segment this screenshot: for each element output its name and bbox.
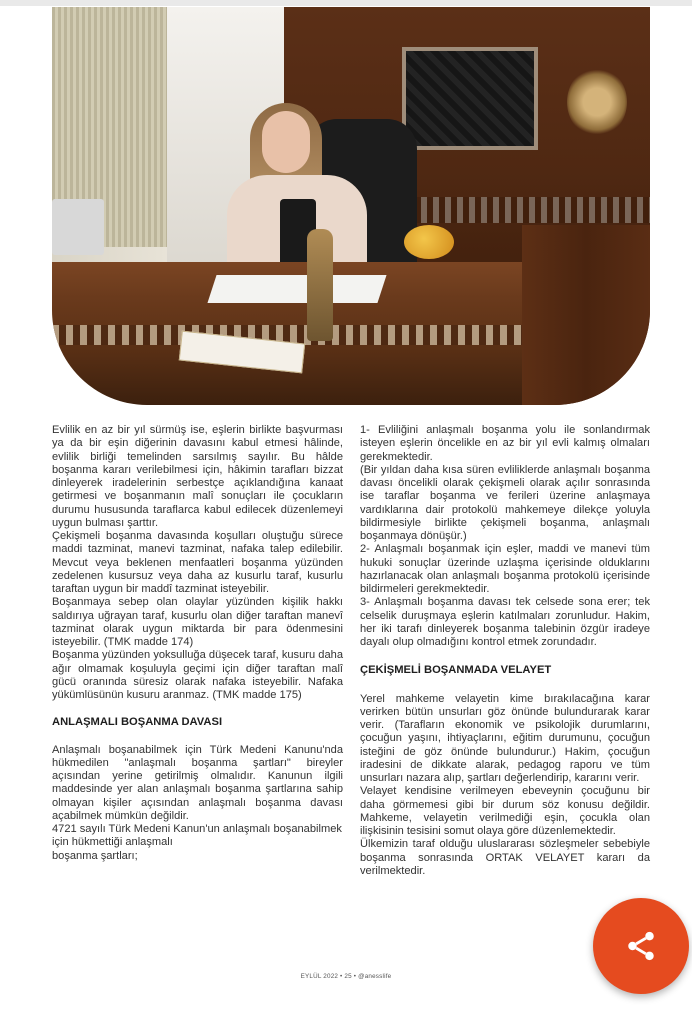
desk-papers bbox=[207, 275, 386, 303]
paragraph: Boşanma yüzünden yoksulluğa düşecek taraf, kusuru daha ağır olmamak koşuluyla geçimi için diğer taraftan malî gücü oranında süresiz olarak nafaka isteyebilir. Nafaka yükümlüsünün kusuru aranmaz. (TMK madde 175) bbox=[52, 649, 343, 701]
laptop bbox=[52, 199, 104, 255]
section-heading: ANLAŞMALI BOŞANMA DAVASI bbox=[52, 716, 223, 729]
share-icon bbox=[624, 929, 658, 963]
paragraph: Ülkemizin taraf olduğu uluslararası sözleşmeler sebebiyle boşanma sonrasında ORTAK VELAYET kararı da verilmektedir. bbox=[360, 838, 650, 877]
person-face bbox=[262, 111, 310, 173]
justice-statue bbox=[307, 229, 333, 341]
top-band bbox=[0, 0, 692, 6]
article-left-column bbox=[52, 424, 343, 863]
paragraph: Anlaşmalı boşanabilmek için Türk Medeni Kanunu'nda hükmedilen "anlaşmalı boşanma şartları" bireyler açısından yerine getirilmiş olmalıdır. Kanunun ilgili maddesinde yer alan anlaşmalı boşanma şartlarına sahip olmayan kişiler açısından anlaşmalı boşanma davası açabilmek mümkün değildir. bbox=[52, 743, 343, 822]
section-heading: ÇEKİŞMELİ BOŞANMADA VELAYET bbox=[360, 664, 552, 677]
share-button[interactable] bbox=[593, 898, 689, 994]
paragraph: Evlilik en az bir yıl sürmüş ise, eşlerin birlikte başvurması ya da bir eşin diğerinin davasını kabul etmesi hâlinde, evlilik birliği temelinden sarsılmış sayılır. Bu hâlde boşanma kararı verilebilmesi için, hâkimin tarafları bizzat dinleyerek iradelerinin serbestçe açıklandığına kanaat getirmesi ve boşanmanın malî sonuçları ile çocukların durumu hususunda taraflarca kabul edilecek düzenlemeyi uygun bulması şarttır. bbox=[52, 424, 343, 529]
paragraph: boşanma şartları; bbox=[52, 849, 138, 862]
paragraph: Yerel mahkeme velayetin kime bırakılacağına karar verirken bütün unsurları göz önünde bulundurarak karar verir. (Tarafların ekonomik ve psikolojik durumlarını, çocuğun yaşını, ihtiyaçlarını, eğitim durumunu, çocuğun isteğini de göz önünde bulundurur.) Hakim, çocuğun iradesini de dikkate alarak, pedagog raporu ve tüm unsurları nazara alıp, şartları değerlendirip, kararını verir. bbox=[360, 692, 650, 784]
cabinet-pattern bbox=[397, 197, 650, 223]
article-right-column bbox=[360, 424, 650, 878]
paragraph: Boşanmaya sebep olan olaylar yüzünden kişilik hakkı saldırıya uğrayan taraf, kusurlu olan diğer taraftan manevî tazminat olarak uygun miktarda bir para ödenmesini isteyebilir. (TMK madde 174) bbox=[52, 596, 343, 648]
decor-ornament bbox=[567, 67, 627, 137]
paragraph: Velayet kendisine verilmeyen ebeveynin çocuğunu bir daha görmemesi gibi bir durum söz konusu değildir. Mahkeme, velayetin verilmediği eşin, çocukla olan ilişkisinin tesisini somut olaya göre düzenlemektedir. bbox=[360, 785, 650, 837]
paragraph: 3- Anlaşmalı boşanma davası tek celsede sona erer; tek celselik duruşmaya eşlerin katılmaları zorunludur. Hakim, her iki tarafı dinleyerek boşanma talebinin özgür iradeye dayalı olup olmadığını kontrol etmek zorundadır. bbox=[360, 596, 650, 648]
flower-vase bbox=[404, 225, 454, 259]
cabinet-doors bbox=[522, 225, 650, 405]
paragraph: (Bir yıldan daha kısa süren evliliklerde anlaşmalı boşanma davası öncelikli olarak çekişmeli olarak açılır sonrasında ise taraflar boşanma ve ferileri üzerine anlaşmaya vardıklarına dair protokolü mahkemeye dilekçe yoluyla bildirmesiyle birlikte çekişmeli boşanma, anlaşmalı boşanmaya dönüşür.) bbox=[360, 463, 650, 542]
decor-panel bbox=[402, 47, 538, 150]
paragraph: Çekişmeli boşanma davasında koşulları oluştuğu sürece maddi tazminat, manevi tazminat, nafaka talep edilebilir. Mevcut veya beklenen menfaatleri boşanma yüzünden zedelenen kusursuz veya daha az kusurlu taraf, kusurlu taraftan uygun bir maddî tazminat isteyebilir. bbox=[52, 530, 343, 595]
page-footer: EYLÜL 2022 • 25 • @anesslife bbox=[300, 973, 392, 980]
paragraph: 1- Evliliğini anlaşmalı boşanma yolu ile sonlandırmak isteyen eşlerin öncelikle en az bir yıl evli kalmış olmaları gerekmektedir. bbox=[360, 424, 650, 463]
paragraph: 2- Anlaşmalı boşanmak için eşler, maddi ve manevi tüm hukuki sonuçlar üzerinde uzlaşma içerisinde olduklarını hazırlanacak olan anlaşmalı boşanma protokolü içerisinde bildirmeleri gerekmektedir. bbox=[360, 543, 650, 595]
paragraph: 4721 sayılı Türk Medeni Kanun'un anlaşmalı boşanabilmek için hükmettiği anlaşmalı bbox=[52, 823, 342, 849]
article-photo bbox=[52, 7, 650, 405]
